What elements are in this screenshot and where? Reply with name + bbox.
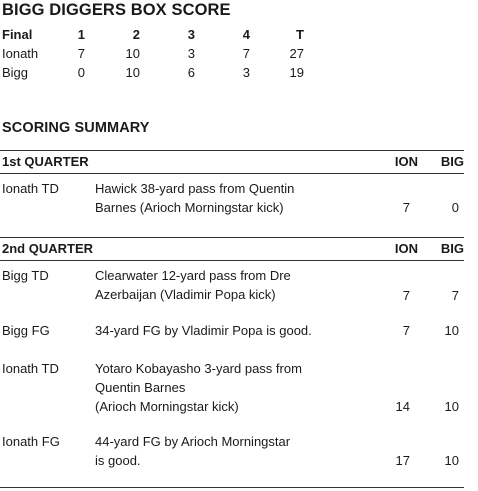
header-q3: 3 [187, 27, 195, 42]
header-q1: 1 [77, 27, 85, 42]
scoring-play [2, 266, 466, 306]
quarter-label: 1st QUARTER [2, 154, 89, 169]
divider [0, 237, 464, 238]
ion-score: 17 [395, 453, 410, 468]
score-q3: 6 [187, 65, 195, 80]
scoring-play [2, 432, 466, 472]
score-q2: 10 [125, 46, 140, 61]
scoring-play [2, 321, 466, 341]
divider [0, 150, 464, 151]
box-score-title: BIGG DIGGERS BOX SCORE [2, 1, 231, 19]
team-name: Bigg [2, 65, 29, 80]
divider [0, 173, 464, 174]
header-q4: 4 [242, 27, 250, 42]
scoring-play [2, 359, 466, 417]
big-score: 10 [444, 399, 459, 414]
play-description: 34-yard FG by Vladimir Popa is good. [95, 323, 312, 338]
score-total: 19 [289, 65, 304, 80]
big-score: 10 [444, 323, 459, 338]
big-score: 0 [451, 200, 459, 215]
big-score: 7 [451, 288, 459, 303]
header-total: T [296, 27, 304, 42]
ion-score: 7 [402, 323, 410, 338]
big-column-header: BIG [440, 241, 464, 256]
header-q2: 2 [132, 27, 140, 42]
play-team: Bigg TD [2, 268, 49, 283]
play-description: 44-yard FG by Arioch Morningstar is good. [95, 434, 291, 468]
score-total: 27 [289, 46, 304, 61]
play-team: Ionath TD [2, 361, 59, 376]
team-name: Ionath [2, 46, 39, 61]
score-q4: 3 [242, 65, 250, 80]
play-team: Ionath FG [2, 434, 60, 449]
quarter-label: 2nd QUARTER [2, 241, 93, 256]
ion-score: 14 [395, 399, 410, 414]
score-q3: 3 [187, 46, 195, 61]
divider [0, 260, 464, 261]
play-team: Ionath TD [2, 181, 59, 196]
score-q2: 10 [125, 65, 140, 80]
quarter-header-1 [2, 154, 466, 172]
big-column-header: BIG [440, 154, 464, 169]
ion-column-header: ION [394, 154, 418, 169]
scoring-play [2, 179, 466, 219]
score-q1: 7 [77, 46, 85, 61]
play-description: Hawick 38-yard pass from Quentin Barnes (Arioch Morningstar kick) [95, 181, 295, 215]
play-team: Bigg FG [2, 323, 50, 338]
score-q1: 0 [77, 65, 85, 80]
quarter-header-2 [2, 241, 466, 259]
big-score: 10 [444, 453, 459, 468]
ion-column-header: ION [394, 241, 418, 256]
scoring-summary-title: SCORING SUMMARY [2, 120, 150, 136]
ion-score: 7 [402, 288, 410, 303]
header-final: Final [2, 27, 33, 42]
divider [0, 487, 464, 488]
play-description: Clearwater 12-yard pass from Dre Azerbaijan (Vladimir Popa kick) [95, 268, 291, 302]
ion-score: 7 [402, 200, 410, 215]
play-description: Yotaro Kobayasho 3-yard pass from Quentin Barnes (Arioch Morningstar kick) [95, 361, 302, 414]
score-q4: 7 [242, 46, 250, 61]
